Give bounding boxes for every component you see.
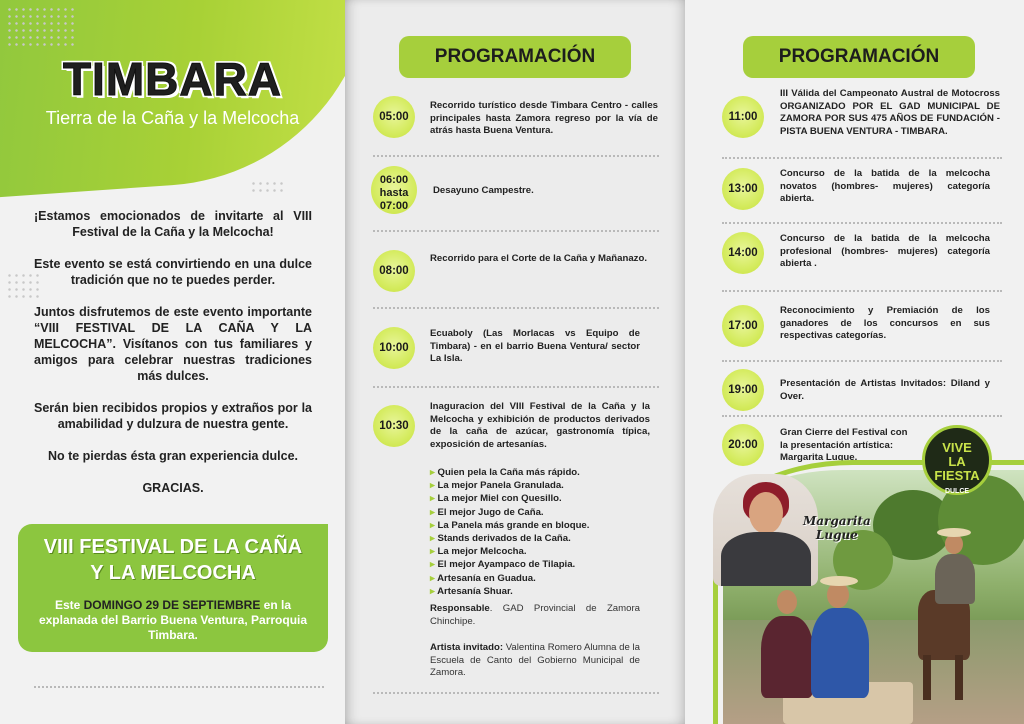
event-text: III Válida del Campeonato Austral de Motocross ORGANIZADO POR EL GAD MUNICIPAL DE ZAMORA POR SUS 475 AÑOS DE FUNDACIÓN - PISTA BUENA VENTURA - TIMBARA. xyxy=(780,88,1000,137)
festival-title-line: Y LA MELCOCHA xyxy=(90,562,256,584)
event-text: Concurso de la batida de la melcocha novatos (hombres- mujeres) categoría abierta. xyxy=(780,168,990,204)
time-badge xyxy=(371,166,417,214)
time-badge: 19:00 xyxy=(722,369,764,411)
festival-description xyxy=(32,598,314,643)
page-subtitle: Tierra de la Caña y la Melcocha xyxy=(45,108,300,128)
time-badge: 05:00 xyxy=(373,96,415,138)
festival-title xyxy=(18,534,328,586)
time-badge: 10:00 xyxy=(373,327,415,369)
list-item: ▸ La Panela más grande en bloque. xyxy=(430,519,589,532)
event-text: Recorrido para el Corte de la Caña y Mañanazo. xyxy=(430,253,647,264)
decor-dots xyxy=(250,180,285,196)
time-badge: 13:00 xyxy=(722,168,764,210)
divider xyxy=(34,686,324,688)
time-badge-line: 07:00 xyxy=(379,200,409,212)
festival-date: DOMINGO 29 DE SEPTIEMBRE xyxy=(83,598,261,612)
event-text: Concurso de la batida de la melcocha profesional (hombres- mujeres) categoría abierta . xyxy=(780,233,990,269)
responsible-label: Responsable xyxy=(430,603,490,614)
event-text: Gran Cierre del Festival con la presentación artística: Margarita Lugue. xyxy=(780,427,908,463)
time-badge-line: 06:00 xyxy=(379,174,409,186)
event-text: Reconocimiento y Premiación de los ganadores de los concursos en sus respectivas categorías. xyxy=(780,305,990,341)
page-title: TIMBARA xyxy=(62,53,283,105)
event-text: Ecuaboly (Las Morlacas vs Equipo de Timbara) - en el barrio Buena Ventura/ sector La Isla. xyxy=(430,328,640,364)
event-text: Inaguracion del VIII Festival de la Caña y la Melcocha y exhibición de productos derivados de la caña de azúcar, gastronomía típica, exposición de artesanías. xyxy=(430,401,650,450)
person-head xyxy=(945,534,963,554)
list-item: ▸ El mejor Jugo de Caña. xyxy=(430,506,589,519)
list-item: ▸ El mejor Ayampaco de Tilapia. xyxy=(430,558,589,571)
intro-text xyxy=(34,208,312,512)
decor-dots xyxy=(6,6,76,46)
list-item: ▸ La mejor Melcocha. xyxy=(430,545,589,558)
program-heading: PROGRAMACIÓN xyxy=(743,36,975,78)
divider xyxy=(373,386,659,388)
intro-paragraph: Juntos disfrutemos de este evento importante “VIII FESTIVAL DE LA CAÑA Y LA MELCOCHA”. Visítanos con tus familiares y amigos para celebrar nuestras tradiciones más dulces. xyxy=(34,305,312,383)
face-shape xyxy=(749,492,783,534)
list-item: ▸ Quien pela la Caña más rápido. xyxy=(430,466,589,479)
time-badge: 17:00 xyxy=(722,305,764,347)
vive-la-fiesta-logo xyxy=(922,425,992,495)
divider xyxy=(722,415,1002,417)
intro-paragraph: Serán bien recibidos propios y extraños por la amabilidad y dulzura de nuestra gente. xyxy=(34,401,312,431)
list-item: ▸ La mejor Panela Granulada. xyxy=(430,479,589,492)
time-badge: 14:00 xyxy=(722,232,764,274)
festival-title-line: VIII FESTIVAL DE LA CAÑA xyxy=(43,536,303,558)
list-item: ▸ Artesanía en Guadua. xyxy=(430,572,589,585)
responsible-text xyxy=(430,603,640,628)
horse-leg xyxy=(923,655,931,700)
time-badge: 08:00 xyxy=(373,250,415,292)
event-text: Recorrido turístico desde Timbara Centro - calles principales hasta Zamora regreso por la vía de atrás hasta Buena Ventura. xyxy=(430,100,658,136)
hat-shape xyxy=(937,528,971,537)
event-text: Presentación de Artistas Invitados: Diland y Over. xyxy=(780,378,990,402)
logo-text: VIVE xyxy=(942,440,972,455)
contest-list xyxy=(430,466,589,598)
artist-name xyxy=(803,514,871,542)
logo-text: LA FIESTA xyxy=(934,454,980,483)
person-head xyxy=(777,590,797,614)
list-item: ▸ La mejor Miel con Quesillo. xyxy=(430,492,589,505)
person-shape xyxy=(811,608,869,698)
divider xyxy=(722,360,1002,362)
festival-desc-text: en la explanada del Barrio Buena Ventura, Parroquia Timbara. xyxy=(38,598,308,642)
intro-paragraph: GRACIAS. xyxy=(142,481,204,495)
artist-label: Artista invitado: xyxy=(430,642,504,653)
festival-box xyxy=(18,524,328,652)
body-shape xyxy=(721,532,811,586)
divider xyxy=(373,230,659,232)
artist-name-line: Margarita xyxy=(803,514,871,528)
hat-shape xyxy=(820,576,858,586)
intro-paragraph: ¡Estamos emocionados de invitarte al VIII Festival de la Caña y la Melcocha! xyxy=(34,209,312,239)
divider xyxy=(373,692,659,694)
divider xyxy=(722,222,1002,224)
list-item: ▸ Stands derivados de la Caña. xyxy=(430,532,589,545)
artist-text xyxy=(430,642,640,680)
artist-value: Valentina Romero Alumna de la Escuela de Canto del Gobierno Municipal de Zamora. xyxy=(430,642,640,678)
divider xyxy=(722,290,1002,292)
intro-paragraph: Este evento se está convirtiendo en una dulce tradición que no te puedes perder. xyxy=(34,257,312,287)
divider xyxy=(373,307,659,309)
divider xyxy=(722,157,1002,159)
person-shape xyxy=(761,616,813,698)
time-badge-line: hasta xyxy=(379,187,409,199)
program-panel-1 xyxy=(345,0,685,724)
intro-paragraph: No te pierdas ésta gran experiencia dulce. xyxy=(47,449,299,463)
time-badge: 10:30 xyxy=(373,405,415,447)
list-item: ▸ Artesanía Shuar. xyxy=(430,585,589,598)
cover-panel xyxy=(0,0,345,724)
artist-name-line: Lugue xyxy=(815,528,858,542)
rider-shape xyxy=(935,554,975,604)
festival-desc-text: Este xyxy=(54,598,84,612)
program-heading: PROGRAMACIÓN xyxy=(399,36,631,78)
logo-subtext: DULCE xyxy=(944,488,970,495)
event-text: Desayuno Campestre. xyxy=(433,185,534,196)
horse-leg xyxy=(955,655,963,700)
time-badge: 20:00 xyxy=(722,424,764,466)
divider xyxy=(373,155,659,157)
program-panel-2 xyxy=(685,0,1024,724)
time-badge: 11:00 xyxy=(722,96,764,138)
responsible-value: . GAD Provincial de Zamora Chinchipe. xyxy=(430,603,640,627)
